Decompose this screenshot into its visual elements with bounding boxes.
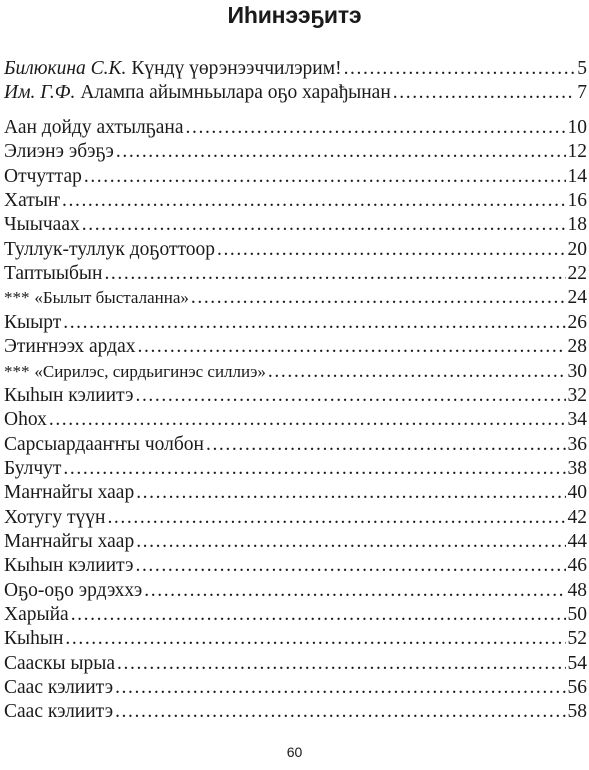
toc-entry-page: 28 xyxy=(567,336,587,357)
toc-entry-page: 7 xyxy=(577,82,587,103)
toc-entry-title xyxy=(4,481,134,505)
toc-entry-page: 10 xyxy=(567,117,587,138)
toc-entry-page: 44 xyxy=(567,531,587,552)
toc-entry-title xyxy=(4,213,80,237)
toc-entry-title xyxy=(4,384,133,408)
dot-leader xyxy=(344,57,576,81)
toc-entry-text: Алампа айымньылара оҕо харађынан xyxy=(80,82,391,103)
toc-entry-title xyxy=(4,360,266,384)
toc-entry xyxy=(4,116,587,140)
dot-leader xyxy=(115,700,565,724)
toc-entry xyxy=(4,700,587,724)
toc-entry-page: 14 xyxy=(567,166,587,187)
toc-entry-title xyxy=(4,286,189,310)
toc-entry-page: 32 xyxy=(567,385,587,406)
toc-entry-page: 24 xyxy=(567,287,587,308)
dot-leader xyxy=(217,238,566,262)
dot-leader xyxy=(191,286,566,310)
toc-entry xyxy=(4,165,587,189)
toc-entry-title xyxy=(4,676,113,700)
toc-entry-text: Булчут xyxy=(4,458,62,479)
toc-entry-text: Чыычаах xyxy=(4,214,80,235)
toc-entry-text: Кыһын кэлиитэ xyxy=(4,385,134,406)
toc-entry-page: 20 xyxy=(567,239,587,260)
dot-leader xyxy=(107,506,565,530)
dot-leader xyxy=(82,213,566,237)
toc-entry-page: 40 xyxy=(567,482,587,503)
toc-entry-text: Таптыыбын xyxy=(4,263,103,284)
toc-entry-text: Күндү үөрэнээччилэрим! xyxy=(131,58,342,79)
toc-entry-page: 42 xyxy=(567,507,587,528)
toc-entry xyxy=(4,676,587,700)
toc-entry-title xyxy=(4,554,133,578)
toc-entry-page: 12 xyxy=(567,141,587,162)
toc-entry xyxy=(4,335,587,359)
toc-front-entry xyxy=(4,57,587,81)
toc-entry-text: Маҥнайгы хаар xyxy=(4,531,135,552)
toc-entry-text: Саас кэлиитэ xyxy=(4,701,114,722)
toc-front-entry xyxy=(4,81,587,105)
toc-entry xyxy=(4,140,587,164)
toc-entry-text: Саас кэлиитэ xyxy=(4,677,114,698)
toc-entry-page: 34 xyxy=(567,409,587,430)
toc-entry-text: Туллук-туллук доҕоттоор xyxy=(4,239,215,260)
dot-leader xyxy=(186,116,566,140)
toc-entry-page: 50 xyxy=(567,604,587,625)
toc-entry xyxy=(4,433,587,457)
toc-entry-text: Кыырт xyxy=(4,312,62,333)
dot-leader xyxy=(135,554,565,578)
toc-entry-page: 46 xyxy=(567,555,587,576)
toc-entry-title xyxy=(4,506,105,530)
dot-leader xyxy=(116,140,566,164)
toc-entry-title xyxy=(4,603,69,627)
dot-leader xyxy=(63,457,565,481)
toc-entry-title xyxy=(4,700,113,724)
toc-entry-page: 30 xyxy=(567,361,587,382)
toc-entry-text: Сааскы ырыа xyxy=(4,653,116,674)
toc-entry-page: 5 xyxy=(577,58,587,79)
dot-leader xyxy=(71,603,566,627)
toc-entry-text: Оҕо-оҕо эрдэххэ xyxy=(4,580,143,601)
toc-entry xyxy=(4,189,587,213)
toc-entry-title xyxy=(4,81,391,105)
toc-entry-title xyxy=(4,530,134,554)
toc-entry-text: «Сирилэс, сирдьигинэс силлиэ» xyxy=(34,362,266,381)
toc-entry xyxy=(4,554,587,578)
page-title: Иһинээҕитэ xyxy=(227,2,362,28)
toc-entry-title xyxy=(4,189,60,213)
toc-entry-text: Аан дойду ахтылҕана xyxy=(4,117,184,138)
toc-entry-title xyxy=(4,311,61,335)
toc-entry-page: 38 xyxy=(567,458,587,479)
toc-entry xyxy=(4,262,587,286)
toc-entry-page: 26 xyxy=(567,312,587,333)
dot-leader xyxy=(393,81,575,105)
dot-leader xyxy=(138,335,566,359)
toc-entry-page: 56 xyxy=(567,677,587,698)
toc-entry-text: Кыһын xyxy=(4,628,64,649)
toc-entry xyxy=(4,481,587,505)
toc-entry-title xyxy=(4,433,204,457)
toc-entry xyxy=(4,627,587,651)
toc-entry xyxy=(4,408,587,432)
toc-entry-asterisks: *** xyxy=(4,362,30,381)
dot-leader xyxy=(117,652,565,676)
toc-entry xyxy=(4,603,587,627)
toc-entry-title xyxy=(4,335,136,359)
dot-leader xyxy=(49,408,566,432)
toc-entry-author: Билюкина С.К. xyxy=(4,58,127,79)
toc-entry-asterisks: *** xyxy=(4,288,30,307)
toc-entry-title xyxy=(4,652,115,676)
toc-entry-title xyxy=(4,116,184,140)
toc-entry-text: «Былыт бысталанна» xyxy=(34,288,189,307)
dot-leader xyxy=(206,433,566,457)
toc-entry-text: Кыһын кэлиитэ xyxy=(4,555,134,576)
toc-entry-title xyxy=(4,140,114,164)
dot-leader xyxy=(62,189,565,213)
toc-entry xyxy=(4,238,587,262)
toc-entry xyxy=(4,530,587,554)
toc-entry-page: 36 xyxy=(567,434,587,455)
toc-entry xyxy=(4,579,587,603)
dot-leader xyxy=(84,165,566,189)
page-number: 60 xyxy=(286,744,303,760)
toc-entry xyxy=(4,286,587,310)
toc-entry-text: Хатыҥ xyxy=(4,190,61,211)
toc-entry-title xyxy=(4,262,102,286)
toc-entry-text: Сарсыардааҥҥы чолбон xyxy=(4,434,204,455)
dot-leader xyxy=(65,627,565,651)
toc-entry-title xyxy=(4,579,142,603)
toc-entry-text: Хотугу түүн xyxy=(4,507,106,528)
toc-entry xyxy=(4,213,587,237)
toc-entry-page: 54 xyxy=(567,653,587,674)
dot-leader xyxy=(144,579,565,603)
toc-entry-page: 18 xyxy=(567,214,587,235)
dot-leader xyxy=(135,384,565,408)
dot-leader xyxy=(115,676,565,700)
toc-entry-page: 58 xyxy=(567,701,587,722)
toc-entry-title xyxy=(4,457,61,481)
toc-entry-title xyxy=(4,408,47,432)
toc-entry-title xyxy=(4,627,63,651)
toc-entry-page: 22 xyxy=(567,263,587,284)
toc-entry xyxy=(4,457,587,481)
toc-entry-title xyxy=(4,57,342,81)
toc-entry-text: Оһох xyxy=(4,409,47,430)
dot-leader xyxy=(136,481,565,505)
toc-entry-author: Им. Г.Ф. xyxy=(4,82,76,103)
toc-entry-title xyxy=(4,238,215,262)
dot-leader xyxy=(136,530,565,554)
toc-entry xyxy=(4,360,587,384)
toc-entry xyxy=(4,652,587,676)
toc-entry xyxy=(4,384,587,408)
toc-entry-text: Отчуттар xyxy=(4,166,82,187)
toc-entry-text: Маҥнайгы хаар xyxy=(4,482,135,503)
toc-entry-page: 52 xyxy=(567,628,587,649)
dot-leader xyxy=(63,311,565,335)
toc-entry-text: Этиҥнээх ардах xyxy=(4,336,136,357)
toc-entry-text: Харыйа xyxy=(4,604,69,625)
dot-leader xyxy=(268,360,566,384)
toc-entry-page: 48 xyxy=(567,580,587,601)
toc-entry-page: 16 xyxy=(567,190,587,211)
dot-leader xyxy=(104,262,565,286)
toc-entry-text: Элиэнэ эбэҕэ xyxy=(4,141,114,162)
toc-entry-title xyxy=(4,165,82,189)
toc-entry xyxy=(4,311,587,335)
toc-entry xyxy=(4,506,587,530)
